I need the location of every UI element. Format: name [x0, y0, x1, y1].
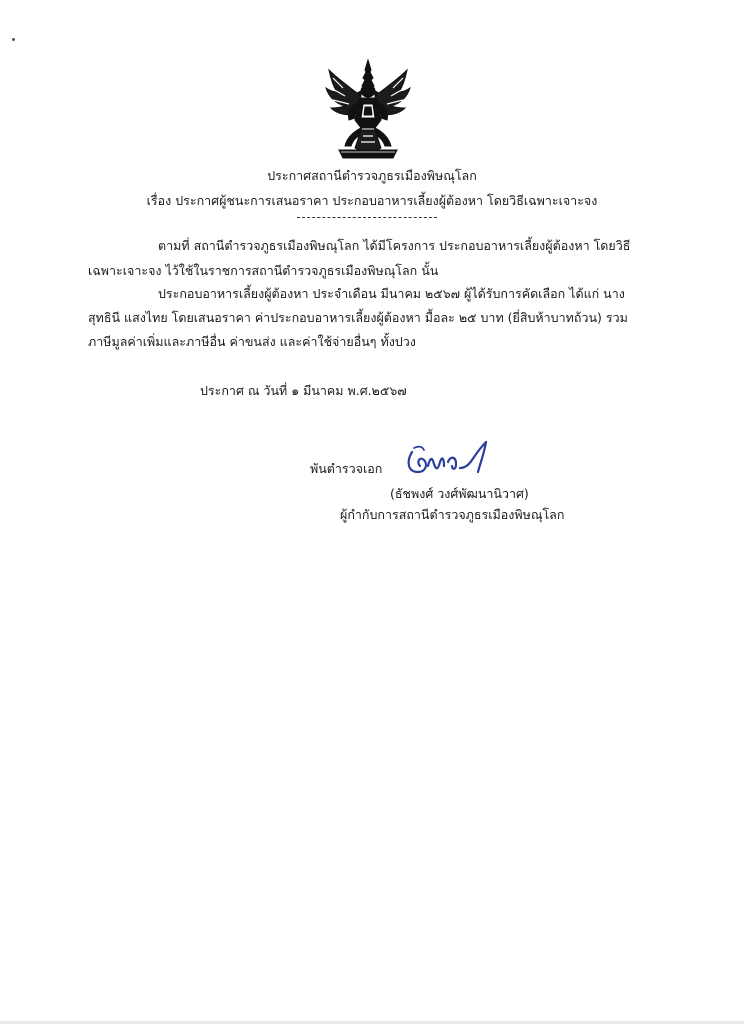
handwritten-signature — [402, 440, 498, 478]
paragraph-2-line-3: ภาษีมูลค่าเพิ่มและภาษีอื่น ค่าขนส่ง และค่าใช้จ่ายอื่นๆ ทั้งปวง — [88, 334, 416, 349]
signer-position: ผู้กำกับการสถานีตำรวจภูธรเมืองพิษณุโลก — [340, 507, 565, 522]
paragraph-2-line-2: สุทธินี แสงไทย โดยเสนอราคา ค่าประกอบอาหารเลี้ยงผู้ต้องหา มื้อละ ๒๕ บาท (ยี่สิบห้าบาทถ้วน) รวม — [88, 310, 628, 325]
title-divider — [297, 217, 437, 218]
signer-rank: พันตำรวจเอก — [310, 461, 383, 476]
scan-speck — [12, 38, 15, 41]
paragraph-1-line-2: เฉพาะเจาะจง ไว้ใช้ในราชการสถานีตำรวจภูธรเมืองพิษณุโลก นั้น — [88, 263, 439, 278]
signer-name: (ธัชพงศ์ วงศ์พัฒนานิวาศ) — [390, 486, 529, 501]
paragraph-2-line-1: ประกอบอาหารเลี้ยงผู้ต้องหา ประจำเดือน มีนาคม ๒๕๖๗ ผู้ได้รับการคัดเลือก ได้แก่ นาง — [158, 286, 625, 301]
document-subject: เรื่อง ประกาศผู้ชนะการเสนอราคา ประกอบอาหารเลี้ยงผู้ต้องหา โดยวิธีเฉพาะเจาะจง — [146, 193, 598, 208]
document-title: ประกาศสถานีตำรวจภูธรเมืองพิษณุโลก — [267, 168, 477, 183]
announcement-date: ประกาศ ณ วันที่ ๑ มีนาคม พ.ศ.๒๕๖๗ — [200, 383, 407, 398]
paragraph-1-line-1: ตามที่ สถานีตำรวจภูธรเมืองพิษณุโลก ได้มีโครงการ ประกอบอาหารเลี้ยงผู้ต้องหา โดยวิธี — [158, 238, 631, 253]
garuda-emblem-icon — [321, 58, 415, 162]
